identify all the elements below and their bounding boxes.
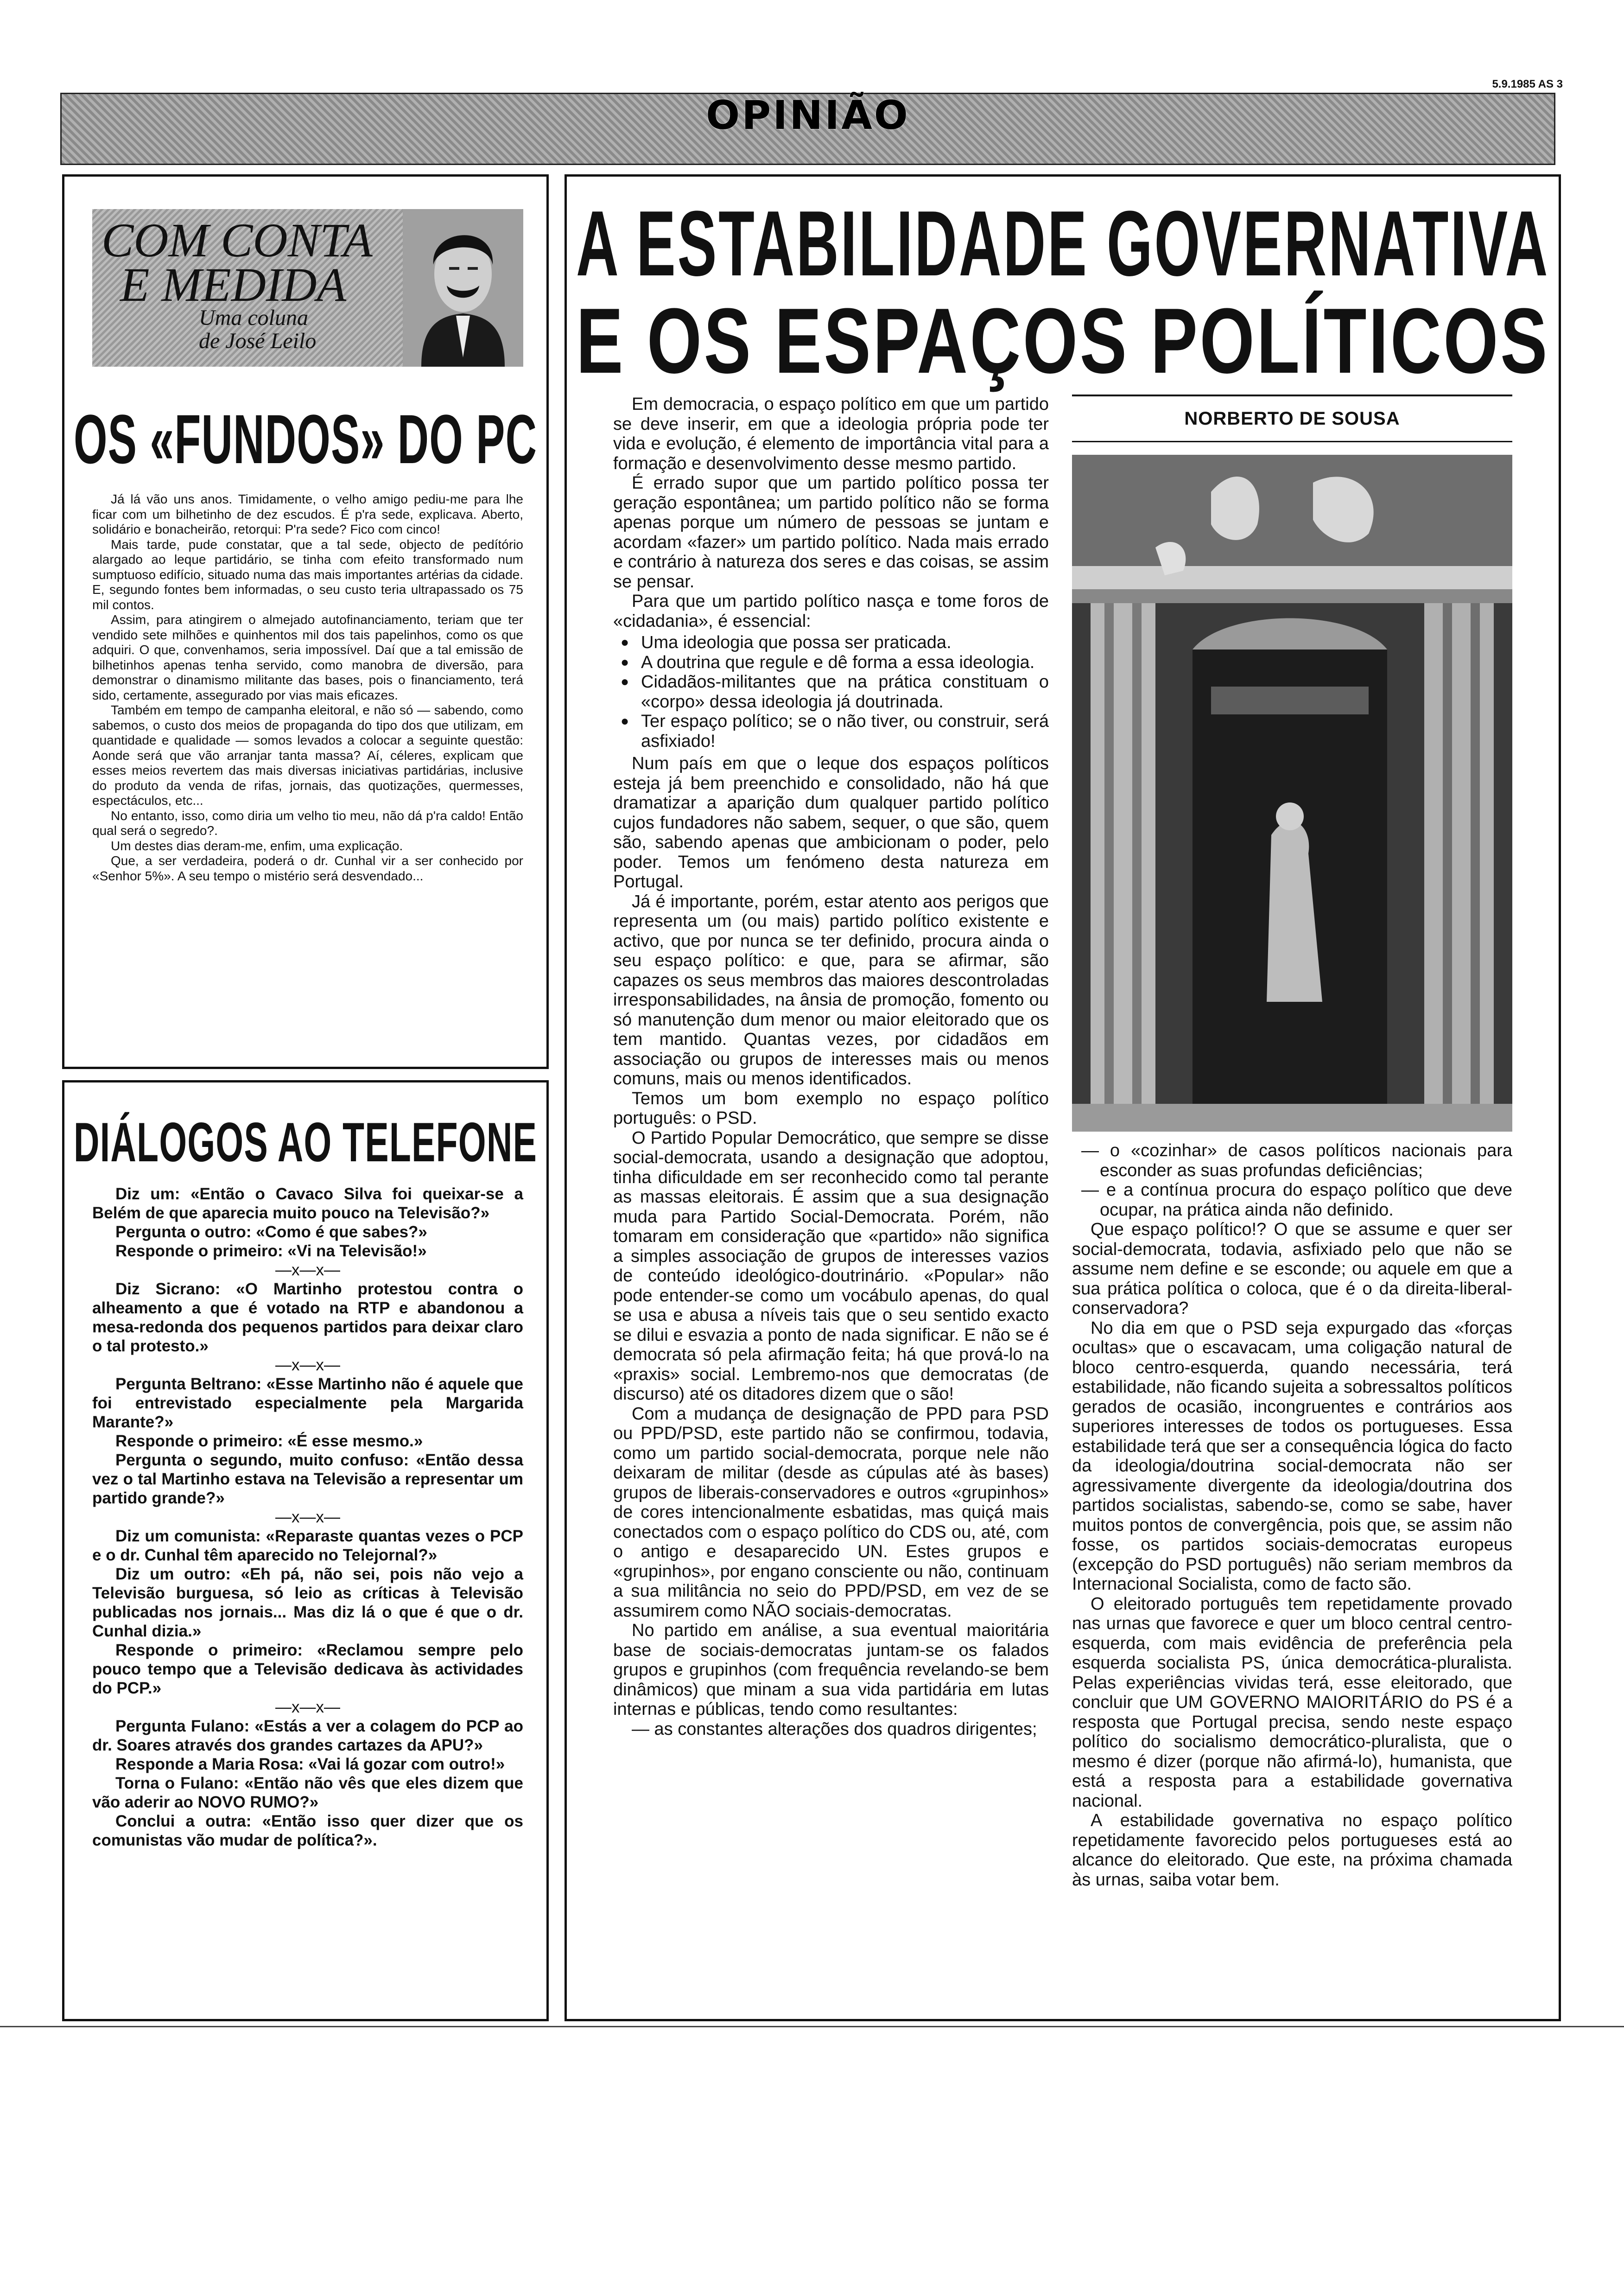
- dialog-line: Pergunta Beltrano: «Esse Martinho não é aquele que foi entrevistado especialmente pela Margarida Marante?»: [92, 1375, 523, 1431]
- masthead-sub-line: de José Leilo: [199, 329, 317, 353]
- dialog-line: Diz um: «Então o Cavaco Silva foi queixar-se a Belém de que aparecia muito pouco na Televisão?»: [92, 1185, 523, 1222]
- dialog-line: Torna o Fulano: «Então não vês que eles dizem que vão aderir ao NOVO RUMO?»: [92, 1774, 523, 1811]
- dialog-line: Pergunta o segundo, muito confuso: «Então dessa vez o tal Martinho estava na Televisão a representar um partido grande?»: [92, 1451, 523, 1507]
- column-paragraph: Assim, para atingirem o almejado autofinanciamento, teriam que ter vendido sete milhões e quinhentos mil dos tais papelinhos, como os que adquiri. O que, convenhamos, seria impossível. Daí que a tal emissão de bilhetinhos apenas tenha servido, como manobra de diversão, para demonstrar o dinamismo militante das bases, pois o financiamento, terá sido, certamente, assegurado por vias mais eficazes.: [92, 612, 523, 702]
- dialog-separator: —x—x—: [275, 1698, 340, 1716]
- dialogs-body: [92, 1184, 523, 1850]
- building-facade-photo: [1072, 455, 1512, 1132]
- article-paragraph: O Partido Popular Democrático, que sempre se disse social-democrata, usando a designação que adoptou, tinha dificuldade em ser reconhecido como tal perante as massas eleitorais. É assim que a sua designação muda para Partido Social-Democrata. Porém, não tomaram em consideração que «partido» não significa a simples associação de grupos de interesses vazios de conteúdo ideológico-doutrinário. «Popular» não pode entender-se como um vocábulo apenas, do qual se usa e abusa a níveis tais que o seu sentido exacto se dilui e esvazia a ponto de nada significar. E não se é democrata só pela afirmação feita; há que prová-lo na «praxis» social. Lembremo-nos que democratas (de discurso) até os ditadores dizem que o são!: [613, 1128, 1049, 1404]
- dialog-separator: —x—x—: [275, 1508, 340, 1526]
- column-box: [62, 174, 549, 1069]
- masthead-title-line: COM CONTA: [102, 214, 373, 267]
- dialog-line: Conclui a outra: «Então isso quer dizer que os comunistas vão mudar de política?».: [92, 1812, 523, 1849]
- column-paragraph: Que, a ser verdadeira, poderá o dr. Cunhal vir a ser conhecido por «Senhor 5%». A seu tempo o mistério será desvendado...: [92, 853, 523, 883]
- article-paragraph: É errado supor que um partido político possa ter geração espontânea; um partido político não se forma apenas porque um número de pessoas se juntam e acordam «fazer» um partido político. Nada mais errado e contrário à natureza dos seres e das coisas, se assim se pensar.: [613, 473, 1049, 592]
- section-title: OPINIÃO: [706, 92, 910, 139]
- article-paragraph: Com a mudança de designação de PPD para PSD ou PPD/PSD, este partido não se confirmou, todavia, como um partido social-democrata, porque nele não deixaram de militar (desde as cúpulas até às bases) grupos de liberais-conservadores e outros «grupinhos» de cores intencionalmente esbatidas, mas quiçá mais conectados com o espaço político do CDS ou, até, com o antigo e desaparecido UN. Estes grupos e «grupinhos», por engano consciente ou não, continuam a sua militância no seio do PPD/PSD, em vez de se assumirem como NÃO sociais-democratas.: [613, 1404, 1049, 1621]
- dialog-line: Diz um outro: «Eh pá, não sei, pois não vejo a Televisão burguesa, só leio as críticas à Televisão publicadas nos jornais... Mas diz lá o que é que o dr. Cunhal dizia.»: [92, 1565, 523, 1640]
- dialogs-headline: DIÁLOGOS AO TELEFONE: [74, 1111, 538, 1173]
- article-paragraph: Para que um partido político nasça e tome foros de «cidadania», é essencial:: [613, 592, 1049, 631]
- masthead-sub-line: Uma coluna: [199, 306, 308, 330]
- column-body: [92, 492, 523, 884]
- dialog-line: Pergunta Fulano: «Estás a ver a colagem do PCP ao dr. Soares através dos grandes cartazes da APU?»: [92, 1717, 523, 1754]
- dialog-line: Responde o primeiro: «Vi na Televisão!»: [115, 1242, 427, 1260]
- article-box: [565, 174, 1561, 2021]
- article-bullet: ● Cidadãos-militantes que na prática constituam o «corpo» dessa ideologia já doutrinada.: [641, 672, 1049, 712]
- dialog-line: Diz um comunista: «Reparaste quantas vezes o PCP e o dr. Cunhal têm aparecido no Telejornal?»: [92, 1527, 523, 1564]
- article-column-right: [1072, 1141, 1512, 1890]
- article-paragraph: A estabilidade governativa no espaço político repetidamente favorecido pelos portugueses está ao alcance do eleitorado. Que este, na próxima chamada às urnas, saiba votar bem.: [1072, 1811, 1512, 1890]
- article-paragraph: Já é importante, porém, estar atento aos perigos que representa um (ou mais) partido político existente e activo, que por nunca se ter definido, procura ainda o seu espaço político: e que, para se afirmar, são capazes os seus membros das maiores descontroladas irresponsabilidades, na ânsia de promoção, fomento ou só manutenção dum menor ou maior eleitorado que os tem mantido. Quantas vezes, por cidadãos em associação ou grupos de interesses mais ou menos comuns, mais ou menos identificados.: [613, 891, 1049, 1089]
- page-bottom-rule: [0, 2026, 1624, 2027]
- article-paragraph: — o «cozinhar» de casos políticos nacionais para esconder as suas profundas deficiências;: [1081, 1141, 1512, 1180]
- masthead-title: [102, 214, 373, 312]
- article-paragraph: Em democracia, o espaço político em que um partido se deve inserir, em que a ideologia própria pode ter vida e evolução, é elemento de importância vital para a formação e desenvolvimento desse mesmo partido.: [613, 395, 1049, 473]
- column-paragraph: Um destes dias deram-me, enfim, uma explicação.: [111, 838, 403, 853]
- article-paragraph: — as constantes alterações dos quadros dirigentes;: [632, 1719, 1037, 1739]
- article-paragraph: Que espaço político!? O que se assume e quer ser social-democrata, todavia, asfixiado pelo que não se assume nem define e se esconde; ou aquele em que a sua prática política o coloca, que é o da direita-liberal-conservadora?: [1072, 1220, 1512, 1318]
- article-paragraph: — e a contínua procura do espaço político que deve ocupar, na prática ainda não definido.: [1081, 1180, 1512, 1220]
- dialog-line: Responde o primeiro: «É esse mesmo.»: [115, 1432, 423, 1450]
- section-banner: [60, 93, 1555, 165]
- page-folio: 5.9.1985 AS 3: [1492, 78, 1563, 90]
- byline-rule: [1072, 395, 1512, 396]
- dialog-line: Diz Sicrano: «O Martinho protestou contra o alheamento a que é votado na RTP e abandonou a mesa-redonda dos pequenos partidos para deixar claro o tal protesto.»: [92, 1280, 523, 1355]
- article-paragraph: Num país em que o leque dos espaços políticos esteja já bem preenchido e consolidado, não há que dramatizar a aparição dum qualquer partido político cujos fundadores não sabem, sequer, o que são, quem são, sabendo apenas que ambicionam o poder, pelo poder. Temos um fenómeno desta natureza em Portugal.: [613, 754, 1049, 891]
- article-bullet: ● Ter espaço político; se o não tiver, ou construir, será asfixiado!: [641, 712, 1049, 751]
- column-paragraph: No entanto, isso, como diria um velho tio meu, não dá p'ra caldo! Então qual será o segredo?.: [92, 808, 523, 838]
- article-paragraph: No partido em análise, a sua eventual maioritária base de sociais-democratas juntam-se os falados grupos e grupinhos (com frequência revelando-se bem dinâmicos) que minam a sua vida partidária em lutas internas e públicas, tendo como resultantes:: [613, 1621, 1049, 1719]
- article-byline: NORBERTO DE SOUSA: [1184, 408, 1400, 429]
- column-paragraph: Já lá vão uns anos. Timidamente, o velho amigo pediu-me para lhe ficar com um bilhetinho de dez escudos. É p'ra sede, explicava. Aberto, solidário e bonacheirão, retorqui: P'ra sede? Fico com cinco!: [92, 492, 523, 536]
- masthead-title-line: E MEDIDA: [120, 258, 347, 312]
- article-bullet: ● A doutrina que regule e dê forma a essa ideologia.: [641, 653, 1049, 673]
- dialog-line: Responde a Maria Rosa: «Vai lá gozar com outro!»: [115, 1755, 505, 1773]
- article-paragraph: No dia em que o PSD seja expurgado das «forças ocultas» que o escavacam, uma coligação natural de bloco centro-esquerda, quando necessária, terá estabilidade, não ficando sujeita a sobressaltos políticos gerados de ocasião, incongruentes e contrários aos superiores interesses de todos os portugueses. Essa estabilidade terá que ser a consequência lógica do facto da ideologia/doutrina social-democrata não ser agressivamente divergente da ideologia/doutrina dos partidos socialistas, sabendo-se, como se sabe, haver muitos pontos de convergência, pois que, se assim não fosse, os partidos sociais-democratas europeus (excepção do PSD português) não seriam membros da Internacional Socialista, como de facto são.: [1072, 1318, 1512, 1594]
- masthead-subtitle: [199, 306, 316, 353]
- dialog-separator: —x—x—: [275, 1356, 340, 1374]
- dialog-separator: —x—x—: [275, 1261, 340, 1279]
- article-paragraph: O eleitorado português tem repetidamente provado nas urnas que favorece e quer um bloco central centro-esquerda, com mais evidência de preferência pela esquerda socialista PS, única democrática-pluralista. Pelas experiências vividas terá, esse eleitorado, que concluir que UM GOVERNO MAIORITÁRIO do PS é a resposta que Portugal precisa, sendo neste espaço político do socialismo democrático-pluralista, que o mesmo é dizer (porque não afirmá-lo), humanista, que está a resposta para a estabilidade governativa nacional.: [1072, 1594, 1512, 1811]
- article-headline-line: A ESTABILIDADE GOVERNATIVA: [576, 192, 1550, 295]
- article-headline-line: E OS ESPAÇOS POLÍTICOS: [576, 289, 1550, 393]
- dialogs-box: [62, 1080, 549, 2021]
- column-paragraph: Também em tempo de campanha eleitoral, e não só — sabendo, como sabemos, o custo dos meios de propaganda do tipo dos que utilizam, em quantidade e qualidade — somos levados a colocar a seguinte questão: Aonde será que vão arranjar tanta massa? Aí, céleres, explicam que esses meios revertem das mais diversas iniciativas partidárias, inclusive do produto da venda de rifas, jornais, das quotizações, quermesses, espectáculos, etc...: [92, 703, 523, 808]
- article-paragraph: Temos um bom exemplo no espaço político português: o PSD.: [613, 1089, 1049, 1128]
- article-column-left: [613, 395, 1049, 1739]
- column-paragraph: Mais tarde, pude constatar, que a tal sede, objecto de pedítório alargado ao leque partidário, se tinha com efeito transformado num sumptuoso edifício, situado numa das mais importantes artérias da cidade. E, segundo fontes bem informadas, o seu custo teria ultrapassado os 75 mil contos.: [92, 537, 523, 612]
- author-portrait: [403, 209, 523, 367]
- dialog-line: Responde o primeiro: «Reclamou sempre pelo pouco tempo que a Televisão dedicava às actividades do PCP.»: [92, 1641, 523, 1697]
- dialog-line: Pergunta o outro: «Como é que sabes?»: [115, 1223, 427, 1241]
- column-masthead: [92, 209, 523, 367]
- byline-rule: [1072, 441, 1512, 442]
- column-headline: OS «FUNDOS» DO PC: [74, 400, 538, 478]
- article-bullet-list: [613, 633, 1049, 751]
- article-bullet: ● Uma ideologia que possa ser praticada.: [641, 633, 1049, 653]
